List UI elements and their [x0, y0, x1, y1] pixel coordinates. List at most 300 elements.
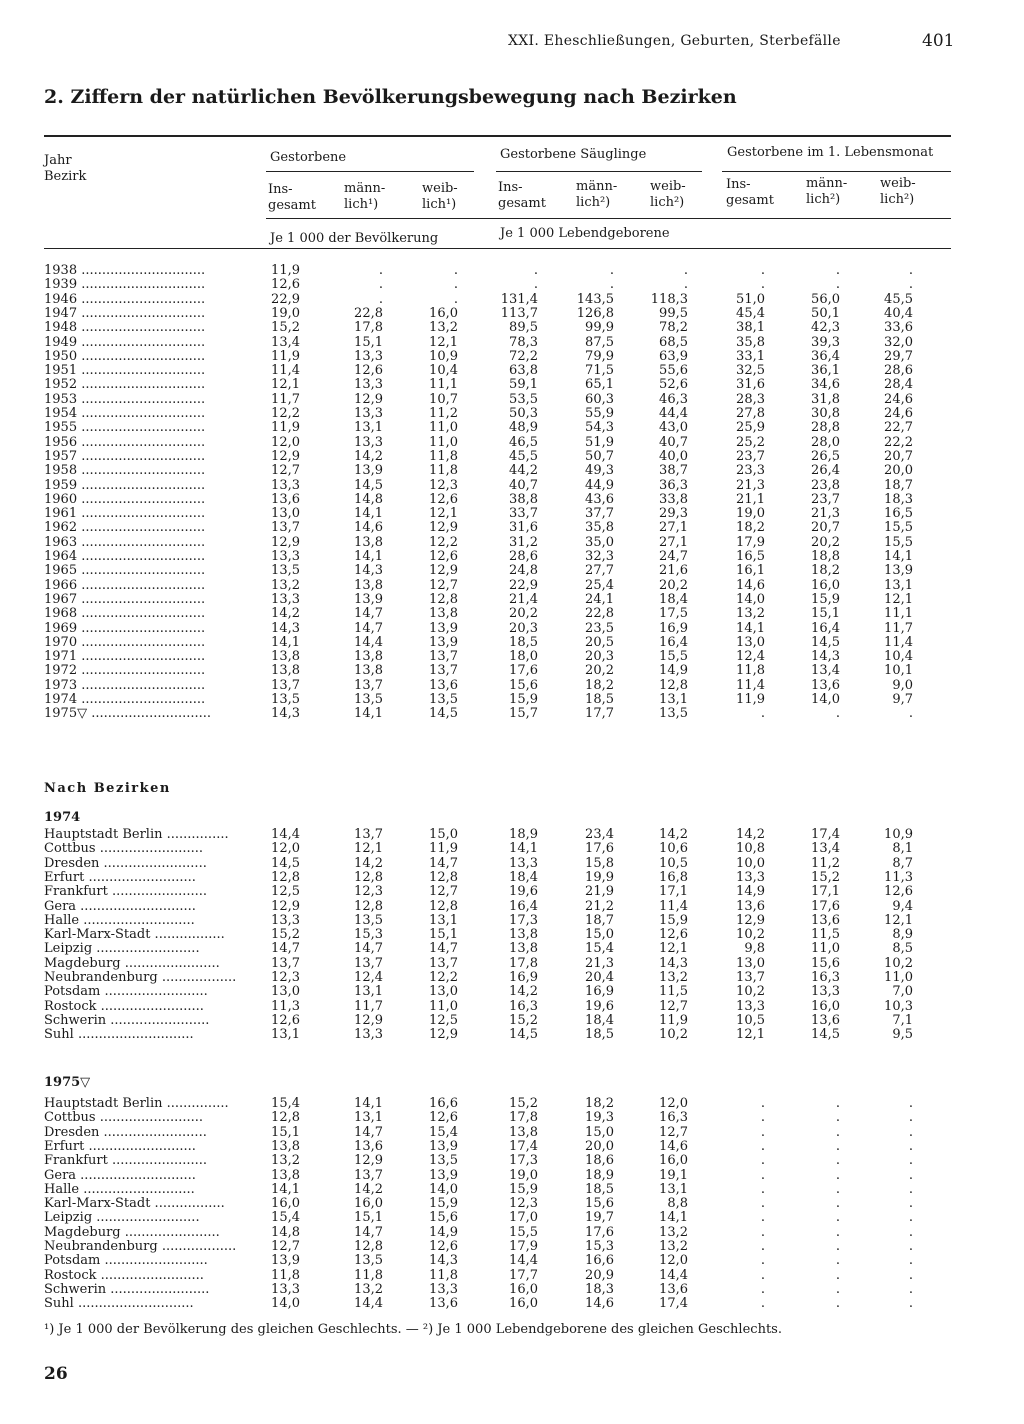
row-label: 1946 .............................. [44, 291, 206, 307]
row-label: 1960 .............................. [44, 491, 206, 507]
table-cell: 13,1 [659, 692, 688, 707]
table-cell: 12,5 [271, 884, 300, 900]
table-cell: 29,7 [884, 348, 913, 364]
table-cell: 49,3 [585, 463, 614, 479]
table-cell: . [683, 277, 688, 293]
table-cell: 35,8 [736, 334, 765, 350]
table-cell: 14,4 [509, 1253, 538, 1269]
table-cell: 14,1 [736, 620, 765, 636]
table-cell: 31,6 [736, 377, 765, 393]
table-cell: 71,5 [585, 363, 614, 379]
row-label: 1966 .............................. [44, 577, 206, 593]
table-cell: 13,9 [429, 634, 458, 650]
table-cell: 11,4 [736, 677, 765, 693]
table-cell: 13,4 [271, 334, 300, 350]
table-cell: 15,6 [585, 1196, 614, 1212]
table-cell: 12,3 [429, 477, 458, 493]
table-cell: . [908, 1239, 913, 1254]
table-cell: 15,2 [271, 927, 300, 943]
table-cell: 16,3 [509, 998, 538, 1014]
table-cell: 14,2 [659, 827, 688, 842]
table-cell: . [760, 1124, 765, 1140]
row-label: 1969 .............................. [44, 620, 206, 636]
table-cell: 13,7 [429, 649, 458, 665]
table-cell: 33,1 [736, 348, 765, 364]
table-cell: 31,6 [509, 520, 538, 536]
table-cell: 18,6 [585, 1153, 614, 1169]
table-cell: 16,5 [884, 506, 913, 522]
table-cell: . [760, 1196, 765, 1212]
table-cell: 46,5 [509, 434, 538, 450]
table-cell: 12,8 [271, 1110, 300, 1126]
table-cell: . [760, 1153, 765, 1169]
table-cell: 12,8 [659, 677, 688, 693]
table-cell: . [908, 1196, 913, 1212]
table-cell: 35,8 [585, 520, 614, 536]
table-cell: 11,9 [429, 841, 458, 857]
table-cell: 15,4 [585, 941, 614, 957]
table-cell: 18,7 [585, 912, 614, 928]
col-maennlich-2: männ- lich²) [576, 179, 618, 210]
row-label: Gera ............................ [44, 1167, 196, 1183]
table-cell: 15,4 [271, 1210, 300, 1226]
table-cell: 12,0 [659, 1253, 688, 1269]
table-cell: . [760, 1239, 765, 1254]
table-cell: 14,4 [271, 827, 300, 842]
table-cell: . [835, 1281, 840, 1297]
table-cell: 11,0 [429, 420, 458, 436]
table-cell: 15,2 [509, 1012, 538, 1028]
table-cell: 18,0 [509, 649, 538, 665]
table-cell: 11,0 [429, 998, 458, 1014]
table-cell: 12,6 [429, 491, 458, 507]
table-cell: 13,3 [354, 406, 383, 421]
table-cell: 11,9 [736, 692, 765, 707]
table-cell: 14,6 [354, 520, 383, 536]
table-cell: 19,6 [585, 998, 614, 1014]
table-cell: 13,3 [271, 477, 300, 493]
table-cell: 16,0 [271, 1196, 300, 1212]
row-label: 1938 .............................. [44, 263, 206, 278]
table-cell: 34,6 [811, 377, 840, 393]
table-cell: 8,9 [892, 927, 913, 943]
table-cell: 8,7 [892, 855, 913, 871]
table-cell: 15,6 [429, 1210, 458, 1226]
table-cell: 42,3 [811, 320, 840, 336]
table-cell: 13,5 [354, 1253, 383, 1269]
group-gestorbene: Gestorbene [270, 150, 347, 165]
table-cell: 18,3 [585, 1281, 614, 1297]
table-cell: 14,7 [354, 606, 383, 622]
table-cell: 13,6 [736, 898, 765, 914]
table-cell: 12,1 [354, 841, 383, 857]
table-cell: 13,3 [271, 549, 300, 564]
table-cell: 28,0 [811, 434, 840, 450]
table-cell: 13,0 [429, 984, 458, 1000]
table-cell: 14,1 [271, 634, 300, 650]
table-cell: 14,2 [354, 855, 383, 871]
table-cell: 40,0 [659, 448, 688, 464]
table-cell: . [908, 277, 913, 293]
row-label: 1970 .............................. [44, 634, 206, 650]
table-cell: 12,9 [271, 534, 300, 550]
table-cell: 13,2 [429, 320, 458, 336]
table-cell: 14,5 [271, 855, 300, 871]
table-cell: 15,8 [585, 855, 614, 871]
table-cell: 18,9 [585, 1167, 614, 1183]
table-cell: 14,2 [354, 1181, 383, 1197]
table-cell: 14,6 [585, 1296, 614, 1312]
running-head: XXI. Eheschließungen, Geburten, Sterbefälle [508, 33, 841, 49]
table-cell: 13,2 [659, 1224, 688, 1240]
table-cell: 13,0 [736, 955, 765, 971]
table-cell: 13,6 [429, 1296, 458, 1312]
table-cell: 13,9 [354, 591, 383, 607]
table-cell: 12,8 [354, 869, 383, 885]
table-cell: 17,4 [659, 1296, 688, 1312]
table-cell: 11,0 [811, 941, 840, 957]
table-cell: 15,1 [429, 927, 458, 943]
table-cell: 13,1 [354, 1110, 383, 1126]
table-cell: 14,8 [271, 1224, 300, 1240]
table-cell: 14,2 [736, 827, 765, 842]
table-cell: 10,4 [429, 363, 458, 379]
table-cell: 24,8 [509, 563, 538, 579]
table-cell: 9,4 [892, 898, 913, 914]
table-cell: 16,0 [659, 1153, 688, 1169]
table-cell: 12,5 [429, 1012, 458, 1028]
table-cell: 13,8 [354, 649, 383, 665]
table-cell: 13,8 [271, 649, 300, 665]
table-cell: 14,7 [354, 620, 383, 636]
table-cell: 14,1 [354, 549, 383, 564]
table-cell: 13,4 [811, 841, 840, 857]
table-cell: 11,7 [271, 391, 300, 407]
table-cell: 22,8 [354, 305, 383, 321]
table-cell: . [908, 1124, 913, 1140]
table-cell: 13,2 [271, 577, 300, 593]
row-label: Dresden ......................... [44, 1124, 207, 1140]
table-title: 2. Ziffern der natürlichen Bevölkerungsbewegung nach Bezirken [44, 86, 737, 108]
table-cell: 16,0 [429, 305, 458, 321]
table-cell: 13,3 [429, 1281, 458, 1297]
table-cell: 14,5 [354, 477, 383, 493]
table-cell: 14,1 [659, 1210, 688, 1226]
table-cell: 14,9 [736, 884, 765, 900]
section-nach-bezirken: Nach Bezirken [44, 781, 171, 796]
table-cell: 33,7 [509, 506, 538, 522]
table-cell: 18,5 [509, 634, 538, 650]
table-cell: 60,3 [585, 391, 614, 407]
table-cell: 65,1 [585, 377, 614, 393]
table-cell: 13,6 [811, 1012, 840, 1028]
table-cell: 10,0 [736, 855, 765, 871]
table-cell: 18,5 [585, 1027, 614, 1043]
table-cell: 13,9 [429, 1167, 458, 1183]
table-cell: 14,1 [884, 549, 913, 564]
table-cell: 24,6 [884, 391, 913, 407]
row-label: Suhl ............................ [44, 1296, 194, 1312]
table-cell: 20,3 [585, 649, 614, 665]
table-cell: . [835, 1296, 840, 1312]
header-unit-rule [266, 218, 951, 219]
row-label: 1971 .............................. [44, 649, 206, 665]
row-label: 1972 .............................. [44, 663, 206, 679]
table-cell: 23,7 [736, 448, 765, 464]
table-cell: 17,6 [509, 663, 538, 679]
table-cell: . [760, 1110, 765, 1126]
table-cell: 33,6 [884, 320, 913, 336]
table-cell: 10,2 [736, 984, 765, 1000]
table-cell: 12,8 [354, 898, 383, 914]
table-cell: 13,8 [509, 1124, 538, 1140]
table-cell: 14,3 [354, 563, 383, 579]
table-cell: 12,1 [736, 1027, 765, 1043]
row-label: Dresden ......................... [44, 855, 207, 871]
table-cell: 52,6 [659, 377, 688, 393]
table-cell: 9,0 [892, 677, 913, 693]
table-cell: 13,8 [509, 927, 538, 943]
table-cell: 14,5 [429, 706, 458, 722]
table-cell: 12,7 [271, 463, 300, 479]
table-cell: 14,0 [736, 591, 765, 607]
table-cell: 11,0 [884, 970, 913, 985]
table-cell: . [760, 1167, 765, 1183]
table-cell: 16,0 [811, 998, 840, 1014]
col-insgesamt-1: Ins- gesamt [268, 182, 316, 213]
table-cell: 45,4 [736, 305, 765, 321]
table-cell: 25,2 [736, 434, 765, 450]
row-label: 1968 .............................. [44, 606, 206, 622]
row-label: 1962 .............................. [44, 520, 206, 536]
table-cell: 27,1 [659, 520, 688, 536]
table-cell: 11,2 [811, 855, 840, 871]
table-cell: 16,9 [659, 620, 688, 636]
table-cell: 38,7 [659, 463, 688, 479]
row-label: Hauptstadt Berlin ............... [44, 1096, 229, 1111]
table-cell: 15,0 [429, 827, 458, 842]
row-label: Rostock ......................... [44, 998, 204, 1014]
row-label: Cottbus ......................... [44, 841, 204, 857]
table-cell: 17,4 [509, 1138, 538, 1154]
table-cell: 12,1 [429, 334, 458, 350]
table-cell: 13,7 [429, 663, 458, 679]
table-cell: . [835, 1224, 840, 1240]
col-weiblich-2: weib- lich²) [650, 179, 686, 210]
table-cell: 13,7 [354, 955, 383, 971]
table-cell: 12,7 [429, 577, 458, 593]
table-cell: 12,9 [429, 563, 458, 579]
table-cell: 16,0 [509, 1296, 538, 1312]
table-cell: 10,6 [659, 841, 688, 857]
table-cell: 16,9 [509, 970, 538, 985]
table-cell: 8,8 [667, 1196, 688, 1212]
table-cell: 28,6 [884, 363, 913, 379]
table-cell: 36,4 [811, 348, 840, 364]
table-cell: 23,4 [585, 827, 614, 842]
table-cell: 15,4 [271, 1096, 300, 1111]
table-cell: 12,9 [354, 1012, 383, 1028]
table-cell: 12,9 [271, 448, 300, 464]
table-cell: 12,7 [429, 884, 458, 900]
table-cell: 21,2 [585, 898, 614, 914]
table-cell: 72,2 [509, 348, 538, 364]
row-label: Halle ........................... [44, 1181, 195, 1197]
table-cell: 15,2 [811, 869, 840, 885]
table-cell: 13,2 [271, 1153, 300, 1169]
table-cell: 13,4 [811, 663, 840, 679]
table-cell: 12,6 [429, 1110, 458, 1126]
table-cell: 23,8 [811, 477, 840, 493]
table-cell: 21,9 [585, 884, 614, 900]
table-cell: 16,6 [585, 1253, 614, 1269]
table-cell: 68,5 [659, 334, 688, 350]
table-cell: 13,9 [354, 463, 383, 479]
table-cell: . [835, 277, 840, 293]
table-cell: 17,0 [509, 1210, 538, 1226]
table-cell: 35,0 [585, 534, 614, 550]
table-cell: 21,6 [659, 563, 688, 579]
row-label: Cottbus ......................... [44, 1110, 204, 1126]
table-cell: 16,3 [659, 1110, 688, 1126]
page-number: 401 [922, 31, 955, 51]
table-cell: 13,9 [884, 563, 913, 579]
table-cell: 51,0 [736, 291, 765, 307]
table-cell: 14,0 [811, 692, 840, 707]
table-cell: . [835, 1210, 840, 1226]
table-cell: . [835, 1096, 840, 1111]
row-label: 1975▽ ............................. [44, 706, 212, 722]
table-cell: 17,6 [585, 841, 614, 857]
table-cell: 32,0 [884, 334, 913, 350]
table-cell: 10,1 [884, 663, 913, 679]
table-cell: . [835, 1110, 840, 1126]
table-cell: 87,5 [585, 334, 614, 350]
table-cell: 15,5 [659, 649, 688, 665]
table-cell: 17,1 [659, 884, 688, 900]
table-cell: 13,7 [354, 1167, 383, 1183]
table-cell: 12,1 [271, 377, 300, 393]
table-cell: 14,5 [811, 634, 840, 650]
table-cell: 15,2 [271, 320, 300, 336]
table-cell: 13,3 [736, 998, 765, 1014]
table-cell: 13,8 [271, 663, 300, 679]
table-cell: 16,0 [811, 577, 840, 593]
table-cell: . [453, 277, 458, 293]
table-cell: 13,3 [354, 1027, 383, 1043]
table-cell: 11,9 [271, 420, 300, 436]
table-cell: 50,3 [509, 406, 538, 421]
table-cell: 8,5 [892, 941, 913, 957]
table-cell: 32,5 [736, 363, 765, 379]
table-cell: 13,3 [271, 912, 300, 928]
table-cell: 13,1 [429, 912, 458, 928]
unit-bevoelkerung: Je 1 000 der Bevölkerung [270, 231, 439, 246]
table-cell: 12,0 [271, 841, 300, 857]
table-cell: 12,7 [271, 1239, 300, 1254]
table-cell: 13,9 [429, 620, 458, 636]
table-cell: 12,8 [429, 869, 458, 885]
table-cell: 13,7 [736, 970, 765, 985]
table-cell: . [760, 1267, 765, 1283]
table-cell: 15,4 [429, 1124, 458, 1140]
table-cell: 12,1 [884, 591, 913, 607]
table-cell: 14,9 [429, 1224, 458, 1240]
table-cell: 23,5 [585, 620, 614, 636]
table-cell: 12,1 [659, 941, 688, 957]
table-cell: 10,3 [884, 998, 913, 1014]
table-cell: 99,5 [659, 305, 688, 321]
table-cell: . [683, 263, 688, 278]
table-cell: 9,7 [892, 692, 913, 707]
col-maennlich-3: männ- lich²) [806, 176, 848, 207]
table-cell: . [908, 1296, 913, 1312]
table-cell: 14,7 [271, 941, 300, 957]
row-label: 1974 .............................. [44, 692, 206, 707]
table-cell: 53,5 [509, 391, 538, 407]
group-lebensmonat: Gestorbene im 1. Lebensmonat [727, 145, 934, 160]
row-label: Erfurt .......................... [44, 869, 196, 885]
unit-lebendgeborene: Je 1 000 Lebendgeborene [500, 226, 670, 241]
table-cell: 20,7 [811, 520, 840, 536]
table-cell: 12,1 [429, 506, 458, 522]
table-cell: 20,2 [811, 534, 840, 550]
table-cell: 11,5 [659, 984, 688, 1000]
table-cell: 12,0 [659, 1096, 688, 1111]
row-label: 1959 .............................. [44, 477, 206, 493]
table-cell: 17,5 [659, 606, 688, 622]
table-cell: 16,8 [659, 869, 688, 885]
table-cell: 18,4 [509, 869, 538, 885]
table-cell: 48,9 [509, 420, 538, 436]
table-cell: 13,7 [271, 955, 300, 971]
table-cell: 14,2 [509, 984, 538, 1000]
table-cell: 11,5 [811, 927, 840, 943]
table-cell: 14,3 [429, 1253, 458, 1269]
row-label: 1955 .............................. [44, 420, 206, 436]
table-cell: 126,8 [576, 305, 614, 321]
table-cell: 99,9 [585, 320, 614, 336]
table-cell: 18,4 [659, 591, 688, 607]
table-cell: . [908, 1096, 913, 1111]
table-cell: 38,8 [509, 491, 538, 507]
table-cell: . [835, 1239, 840, 1254]
table-cell: 25,4 [585, 577, 614, 593]
table-cell: 13,3 [811, 984, 840, 1000]
table-cell: 11,4 [884, 634, 913, 650]
table-cell: . [760, 1210, 765, 1226]
table-cell: 12,3 [271, 970, 300, 985]
table-cell: 27,7 [585, 563, 614, 579]
table-cell: 12,2 [429, 970, 458, 985]
table-cell: . [908, 1153, 913, 1169]
table-cell: 20,0 [585, 1138, 614, 1154]
table-cell: 12,6 [884, 884, 913, 900]
table-cell: 9,5 [892, 1027, 913, 1043]
table-cell: 15,3 [354, 927, 383, 943]
header-top-rule [44, 135, 951, 137]
row-label: Karl-Marx-Stadt ................. [44, 927, 225, 943]
col-weiblich-3: weib- lich²) [880, 176, 916, 207]
table-cell: 28,6 [509, 549, 538, 564]
table-cell: 12,9 [736, 912, 765, 928]
table-cell: 13,1 [354, 984, 383, 1000]
table-cell: 11,9 [271, 263, 300, 278]
table-cell: 15,9 [429, 1196, 458, 1212]
table-cell: 13,7 [271, 520, 300, 536]
table-cell: 13,3 [271, 1281, 300, 1297]
table-cell: . [378, 277, 383, 293]
